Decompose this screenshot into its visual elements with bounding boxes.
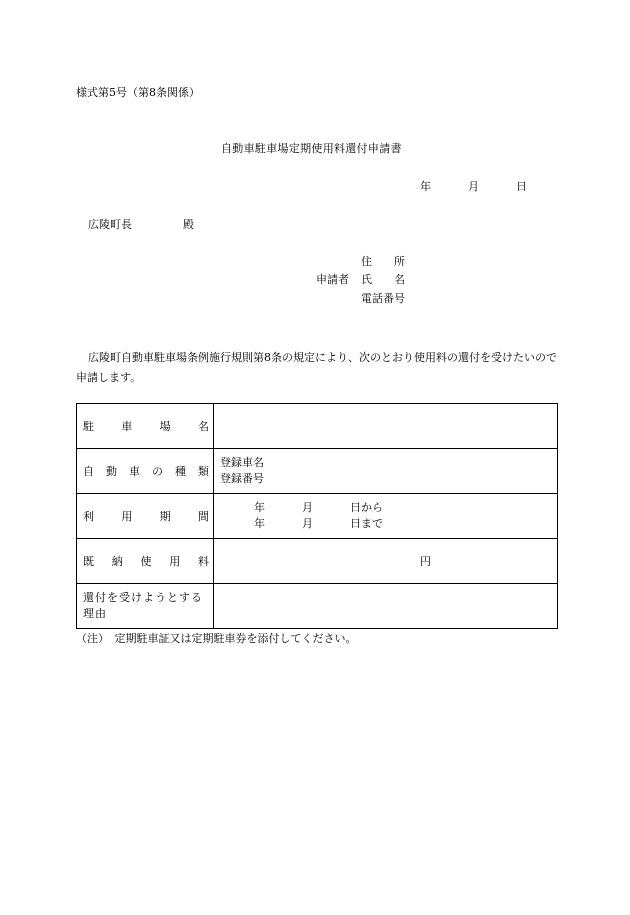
paid-fee-label-cell — [77, 539, 214, 584]
period-to-month: 月 — [302, 517, 313, 530]
applicant-address-label: 住 所 — [361, 255, 405, 268]
form-number: 様式第5号（第8条関係） — [76, 86, 200, 99]
period-from-line — [214, 500, 557, 516]
table-row-paid-fee — [77, 539, 558, 584]
document-title: 自動車駐車場定期使用料還付申請書 — [221, 142, 402, 155]
vehicle-type-label: 自動車の種類 — [83, 465, 209, 478]
period-from-year: 年 — [254, 501, 265, 514]
period-to-day: 日まで — [350, 517, 383, 530]
application-table — [76, 403, 558, 629]
vehicle-type-label-cell — [77, 449, 214, 494]
period-label-cell — [77, 494, 214, 539]
period-from-day: 日から — [350, 501, 383, 514]
table-row-vehicle-type — [77, 449, 558, 494]
vehicle-type-value-cell[interactable] — [214, 449, 558, 494]
period-to-line — [214, 516, 557, 532]
applicant-name-label: 氏 名 — [361, 273, 405, 286]
parking-lot-label-cell — [77, 404, 214, 449]
date-year-label: 年 — [420, 180, 431, 193]
applicant-phone-label: 電話番号 — [361, 292, 405, 305]
footnote: （注） 定期駐車証又は定期駐車券を添付してください。 — [76, 632, 357, 645]
paid-fee-value-cell[interactable] — [214, 539, 558, 584]
parking-lot-value-cell[interactable] — [214, 404, 558, 449]
parking-lot-label: 駐車場名 — [83, 420, 209, 433]
body-paragraph: 広陵町自動車駐車場条例施行規則第8条の規定により、次のとおり使用料の還付を受けたいので申請します。 — [76, 351, 557, 384]
applicant-prefix: 申請者 — [316, 273, 349, 286]
vehicle-name-label: 登録車名 — [220, 456, 264, 469]
paid-fee-label: 既納使用料 — [83, 555, 209, 568]
table-row-reason — [77, 584, 558, 629]
yen-unit: 円 — [420, 555, 431, 568]
date-month-label: 月 — [468, 180, 479, 193]
date-day-label: 日 — [516, 180, 527, 193]
table-row-period — [77, 494, 558, 539]
period-from-month: 月 — [302, 501, 313, 514]
addressee-name: 広陵町長 — [88, 218, 132, 231]
reason-value-cell[interactable] — [214, 584, 558, 629]
table-row-parking-lot — [77, 404, 558, 449]
period-value-cell[interactable] — [214, 494, 558, 539]
period-to-year: 年 — [254, 517, 265, 530]
reason-label-cell — [77, 584, 214, 629]
addressee-honorific: 殿 — [183, 218, 194, 231]
reason-label: 還付を受けようとする理由 — [83, 591, 203, 620]
vehicle-number-label: 登録番号 — [220, 472, 264, 485]
period-label: 利用期間 — [83, 510, 209, 523]
